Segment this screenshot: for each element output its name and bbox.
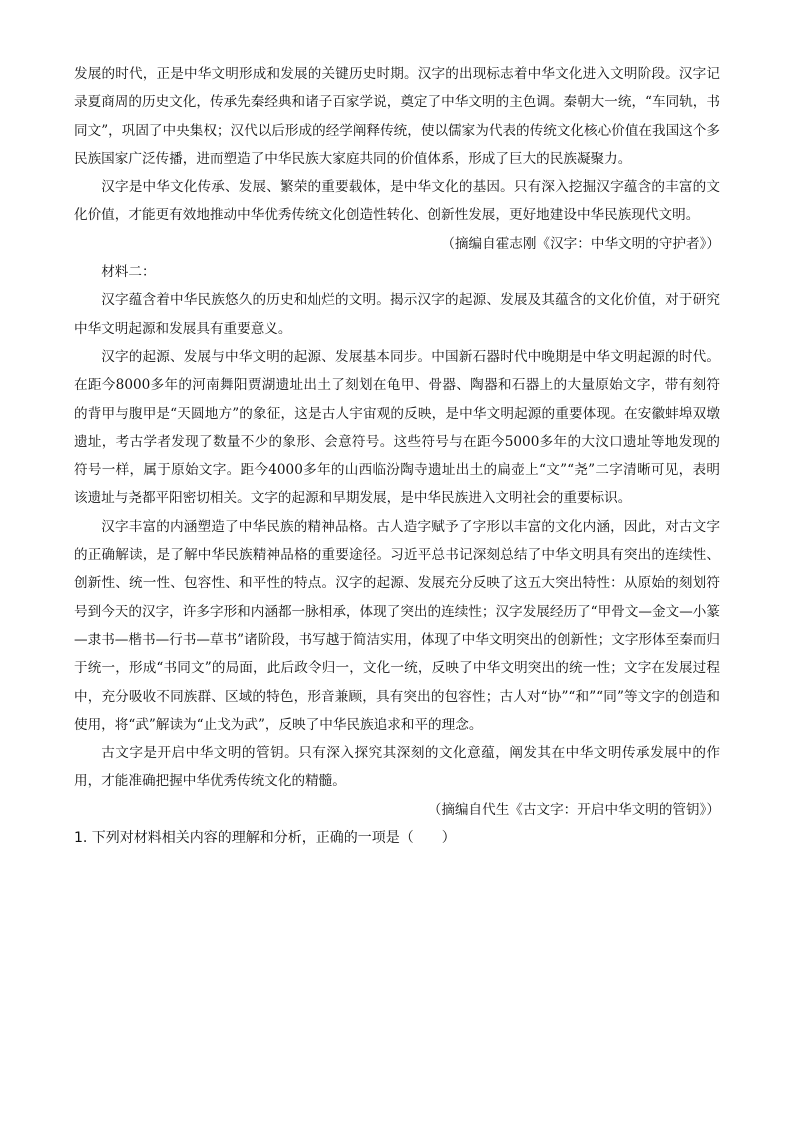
material2-paragraph-2: 汉字的起源、发展与中华文明的起源、发展基本同步。中国新石器时代中晚期是中华文明起源的时代。在距今8000多年的河南舞阳贾湖遗址出土了刻划在龟甲、骨器、陶器和石器上的大量原始文字，带有刻符的背甲与腹甲是“天圆地方”的象征，这是古人宇宙观的反映，是中华文明起源的重要体现。在安徽蚌埠双墩遗址，考古学者发现了数量不少的象形、会意符号。这些符号与在距今5000多年的大汶口遗址等地发现的符号一样，属于原始文字。距今4000多年的山西临汾陶寺遗址出土的扁壶上“文”“尧”二字清晰可见，表明该遗址与尧都平阳密切相关。文字的起源和早期发展，是中华民族进入文明社会的重要标识。 <box>74 348 720 507</box>
material1-source: （摘编自霍志刚《汉字：中华文明的守护者》） <box>441 235 720 252</box>
material2-source: （摘编自代生《古文字：开启中华文明的管钥》） <box>427 801 720 818</box>
material1-paragraph-2: 汉字是中华文化传承、发展、繁荣的重要载体，是中华文化的基因。只有深入挖掘汉字蕴含的丰富的文化价值，才能更有效地推动中华优秀传统文化创造性转化、创新性发展，更好地建设中华民族现代文明。 <box>74 179 720 224</box>
material2-label: 材料二： <box>101 264 156 281</box>
material2-paragraph-4: 古文字是开启中华文明的管钥。只有深入探究其深刻的文化意蕴，阐发其在中华文明传承发展中的作用，才能准确把握中华优秀传统文化的精髓。 <box>74 745 720 790</box>
document-page <box>74 60 720 852</box>
material1-paragraph-1: 发展的时代，正是中华文明形成和发展的关键历史时期。汉字的出现标志着中华文化进入文明阶段。汉字记录夏商周的历史文化，传承先秦经典和诸子百家学说，奠定了中华文明的主色调。秦朝大一统，“车同轨，书同文”，巩固了中央集权；汉代以后形成的经学阐释传统，使以儒家为代表的传统文化核心价值在我国这个多民族国家广泛传播，进而塑造了中华民族大家庭共同的价值体系，形成了巨大的民族凝聚力。 <box>74 66 720 167</box>
material2-paragraph-1: 汉字蕴含着中华民族悠久的历史和灿烂的文明。揭示汉字的起源、发展及其蕴含的文化价值，对于研究中华文明起源和发展具有重要意义。 <box>74 292 720 337</box>
question-1: 1. 下列对材料相关内容的理解和分析，正确的一项是（ ） <box>74 830 456 847</box>
material2-paragraph-3: 汉字丰富的内涵塑造了中华民族的精神品格。古人造字赋予了字形以丰富的文化内涵，因此，对古文字的正确解读，是了解中华民族精神品格的重要途径。习近平总书记深刻总结了中华文明具有突出的连续性、创新性、统一性、包容性、和平性的特点。汉字的起源、发展充分反映了这五大突出特性：从原始的刻划符号到今天的汉字，许多字形和内涵都一脉相承，体现了突出的连续性；汉字发展经历了“甲骨文—金文—小篆—隶书—楷书—行书—草书”诸阶段，书写越于简洁实用，体现了中华文明突出的创新性；文字形体至秦而归于统一，形成“书同文”的局面，此后政令归一，文化一统，反映了中华文明突出的统一性；文字在发展过程中，充分吸收不同族群、区域的特色，形音兼顾，具有突出的包容性；古人对“协”“和”“同”等文字的创造和使用，将“武”解读为“止戈为武”，反映了中华民族追求和平的理念。 <box>74 518 720 733</box>
